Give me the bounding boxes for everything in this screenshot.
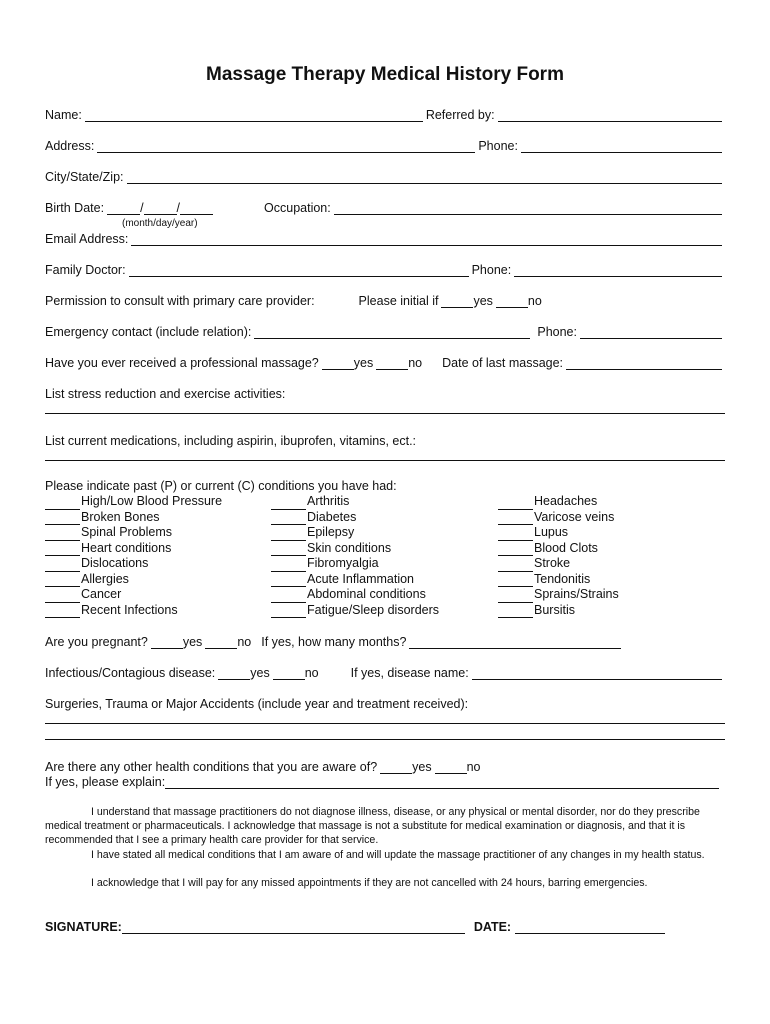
medications-field[interactable] <box>45 460 725 461</box>
slash: / <box>140 201 144 215</box>
condition-blank[interactable] <box>498 543 533 556</box>
address-label: Address: <box>45 139 95 153</box>
doctor-row <box>45 261 725 277</box>
condition-label: Spinal Problems <box>81 525 173 539</box>
condition-item[interactable] <box>498 587 619 603</box>
condition-blank[interactable] <box>498 590 533 603</box>
last-massage-field[interactable] <box>566 357 722 370</box>
city-state-zip-field[interactable] <box>127 171 723 184</box>
other-no-label: no <box>466 760 481 774</box>
date-field[interactable] <box>515 921 665 934</box>
pregnant-yes-field[interactable] <box>151 636 183 649</box>
condition-label: Bursitis <box>534 602 575 617</box>
condition-label: High/Low Blood Pressure <box>81 494 223 508</box>
condition-item[interactable] <box>498 525 619 541</box>
condition-blank[interactable] <box>271 528 306 541</box>
statement-3 <box>45 876 725 890</box>
surgeries-row <box>45 695 725 711</box>
permission-no-label: no <box>527 294 542 308</box>
condition-blank[interactable] <box>45 528 80 541</box>
family-doctor-label: Family Doctor: <box>45 263 126 277</box>
birth-row <box>45 199 725 215</box>
conditions-heading: Please indicate past (P) or current (C) conditions you have had: <box>45 479 397 493</box>
condition-label: Stroke <box>534 556 571 570</box>
condition-blank[interactable] <box>271 574 306 587</box>
condition-blank[interactable] <box>498 512 533 525</box>
months-field[interactable] <box>409 636 621 649</box>
emergency-phone-field[interactable] <box>580 326 722 339</box>
occupation-field[interactable] <box>334 202 722 215</box>
infectious-yes-field[interactable] <box>218 667 250 680</box>
pregnant-no-field[interactable] <box>205 636 237 649</box>
explain-label: If yes, please explain: <box>45 775 166 789</box>
emergency-row <box>45 323 725 339</box>
stress-label: List stress reduction and exercise activities: <box>45 387 286 401</box>
prof-massage-label: Have you ever received a professional massage? <box>45 356 319 370</box>
birth-date-hint: (month/day/year) <box>122 218 198 229</box>
condition-blank[interactable] <box>271 512 306 525</box>
condition-label: Heart conditions <box>81 540 172 555</box>
pregnant-yes-label: yes <box>182 635 203 649</box>
condition-label: Blood Clots <box>534 540 598 555</box>
condition-label: Tendonitis <box>534 571 591 586</box>
condition-label: Varicose veins <box>534 509 615 524</box>
permission-label: Permission to consult with primary care provider: <box>45 294 315 308</box>
prof-massage-yes-field[interactable] <box>322 357 354 370</box>
disease-name-field[interactable] <box>472 667 722 680</box>
other-row <box>45 758 725 774</box>
birth-month-field[interactable] <box>107 202 140 215</box>
months-label: If yes, how many months? <box>261 635 407 649</box>
condition-blank[interactable] <box>45 590 80 603</box>
condition-label: Diabetes <box>307 509 357 524</box>
condition-label: Fibromyalgia <box>307 556 379 570</box>
phone-label: Phone: <box>478 139 518 153</box>
condition-item[interactable] <box>271 494 439 510</box>
other-yes-label: yes <box>412 760 432 774</box>
condition-item[interactable] <box>498 572 619 588</box>
condition-label: Broken Bones <box>81 509 160 524</box>
surgeries-label: Surgeries, Trauma or Major Accidents (include year and treatment received): <box>45 697 469 711</box>
condition-label: Headaches <box>534 494 598 508</box>
permission-yes-label: yes <box>473 294 493 308</box>
condition-label: Sprains/Strains <box>534 587 619 601</box>
condition-item[interactable] <box>498 494 619 510</box>
condition-item[interactable] <box>271 587 439 603</box>
last-massage-label: Date of last massage: <box>442 356 564 370</box>
condition-blank[interactable] <box>45 512 80 525</box>
pregnant-no-label: no <box>237 635 252 649</box>
condition-blank[interactable] <box>498 605 533 618</box>
name-label: Name: <box>45 108 82 122</box>
statement-1 <box>45 805 725 848</box>
email-row <box>45 230 725 246</box>
condition-label: Arthritis <box>307 494 350 508</box>
name-row <box>45 106 725 122</box>
name-field[interactable] <box>85 109 423 122</box>
condition-item[interactable] <box>271 510 439 526</box>
condition-item[interactable] <box>45 572 222 588</box>
pregnant-label: Are you pregnant? <box>45 635 148 649</box>
medications-label: List current medications, including aspirin, ibuprofen, vitamins, ect.: <box>45 434 417 448</box>
conditions-col-1 <box>45 494 222 618</box>
stress-field[interactable] <box>45 413 725 414</box>
conditions-col-2 <box>271 494 439 618</box>
signature-field[interactable] <box>122 921 465 934</box>
condition-blank[interactable] <box>45 605 80 618</box>
condition-label: Lupus <box>534 525 569 539</box>
disease-name-label: If yes, disease name: <box>350 666 469 680</box>
condition-item[interactable] <box>271 572 439 588</box>
condition-item[interactable] <box>45 556 222 572</box>
condition-item[interactable] <box>498 603 619 619</box>
condition-item[interactable] <box>45 525 222 541</box>
condition-blank[interactable] <box>271 497 306 510</box>
surgeries-field-2[interactable] <box>45 739 725 740</box>
condition-item[interactable] <box>498 556 619 572</box>
condition-label: Dislocations <box>81 556 149 570</box>
signature-row <box>45 920 725 934</box>
prof-massage-no-field[interactable] <box>376 357 408 370</box>
date-label: DATE: <box>473 920 512 934</box>
signature-label: SIGNATURE: <box>45 920 122 934</box>
condition-label: Skin conditions <box>307 540 392 555</box>
condition-blank[interactable] <box>271 590 306 603</box>
permission-row <box>45 292 725 308</box>
page-title: Massage Therapy Medical History Form <box>206 64 564 85</box>
permission-no-field[interactable] <box>496 295 528 308</box>
please-initial-label: Please initial if <box>358 294 439 308</box>
city-row <box>45 168 725 184</box>
condition-blank[interactable] <box>271 543 306 556</box>
stress-row <box>45 385 725 401</box>
phone-field[interactable] <box>521 140 722 153</box>
condition-item[interactable] <box>45 494 222 510</box>
condition-item[interactable] <box>45 603 222 619</box>
address-row <box>45 137 725 153</box>
condition-item[interactable] <box>498 510 619 526</box>
condition-item[interactable] <box>271 556 439 572</box>
condition-blank[interactable] <box>45 574 80 587</box>
condition-label: Acute Inflammation <box>307 571 414 586</box>
statement-2-text: I have stated all medical conditions that I am aware of and will update the massage practitioner of any changes in my health status. <box>91 849 705 861</box>
permission-yes-field[interactable] <box>441 295 473 308</box>
statement-3-text: I acknowledge that I will pay for any missed appointments if they are not cancelled with 24 hours, barring emergencies. <box>91 877 648 889</box>
other-conditions-label: Are there any other health conditions that you are aware of? <box>45 760 378 774</box>
prof-massage-yes-label: yes <box>353 356 374 370</box>
referred-by-field[interactable] <box>498 109 722 122</box>
medications-row <box>45 432 725 448</box>
condition-item[interactable] <box>271 525 439 541</box>
condition-item[interactable] <box>45 587 222 603</box>
condition-item[interactable] <box>271 541 439 557</box>
statement-1-text: I understand that massage practitioners do not diagnose illness, disease, or any physical or mental disorder, nor do they prescribe medical treatment or pharmaceuticals. I acknowledge that massage is not a substitute for medical examination or diagnosis, and that it is recommended that I see a primary health care provider for that service. <box>45 806 700 847</box>
condition-label: Recent Infections <box>81 602 178 617</box>
condition-blank[interactable] <box>498 497 533 510</box>
condition-label: Cancer <box>81 587 122 601</box>
explain-field[interactable] <box>165 776 719 789</box>
explain-row <box>45 773 725 789</box>
doctor-phone-field[interactable] <box>514 264 722 277</box>
doctor-phone-label: Phone: <box>471 263 512 277</box>
condition-item[interactable] <box>45 510 222 526</box>
conditions-col-3 <box>498 494 619 618</box>
occupation-label: Occupation: <box>264 201 331 215</box>
condition-blank[interactable] <box>45 543 80 556</box>
condition-blank[interactable] <box>45 559 80 572</box>
email-label: Email Address: <box>45 232 129 246</box>
condition-label: Allergies <box>81 571 129 586</box>
condition-item[interactable] <box>45 541 222 557</box>
surgeries-field-1[interactable] <box>45 723 725 724</box>
infectious-no-field[interactable] <box>273 667 305 680</box>
condition-blank[interactable] <box>45 497 80 510</box>
infectious-yes-label: yes <box>250 666 270 680</box>
emergency-phone-label: Phone: <box>537 325 577 339</box>
email-field[interactable] <box>131 233 722 246</box>
condition-blank[interactable] <box>498 528 533 541</box>
emergency-label: Emergency contact (include relation): <box>45 325 252 339</box>
prof-massage-no-label: no <box>408 356 423 370</box>
birth-year-field[interactable] <box>180 202 213 215</box>
condition-item[interactable] <box>498 541 619 557</box>
infectious-row <box>45 664 725 680</box>
condition-blank[interactable] <box>498 559 533 572</box>
infectious-label: Infectious/Contagious disease: <box>45 666 216 680</box>
address-field[interactable] <box>97 140 475 153</box>
condition-blank[interactable] <box>498 574 533 587</box>
condition-label: Abdominal conditions <box>307 587 426 601</box>
birth-day-field[interactable] <box>144 202 177 215</box>
condition-blank[interactable] <box>271 605 306 618</box>
slash: / <box>176 201 181 215</box>
city-state-zip-label: City/State/Zip: <box>45 170 124 184</box>
statement-2 <box>45 848 725 862</box>
condition-item[interactable] <box>271 603 439 619</box>
massage-row <box>45 354 725 370</box>
family-doctor-field[interactable] <box>129 264 469 277</box>
infectious-no-label: no <box>304 666 319 680</box>
pregnant-row <box>45 633 725 649</box>
condition-label: Fatigue/Sleep disorders <box>307 602 440 617</box>
condition-label: Epilepsy <box>307 525 355 539</box>
condition-blank[interactable] <box>271 559 306 572</box>
referred-by-label: Referred by: <box>425 108 495 122</box>
birth-date-label: Birth Date: <box>45 201 105 215</box>
emergency-field[interactable] <box>254 326 530 339</box>
